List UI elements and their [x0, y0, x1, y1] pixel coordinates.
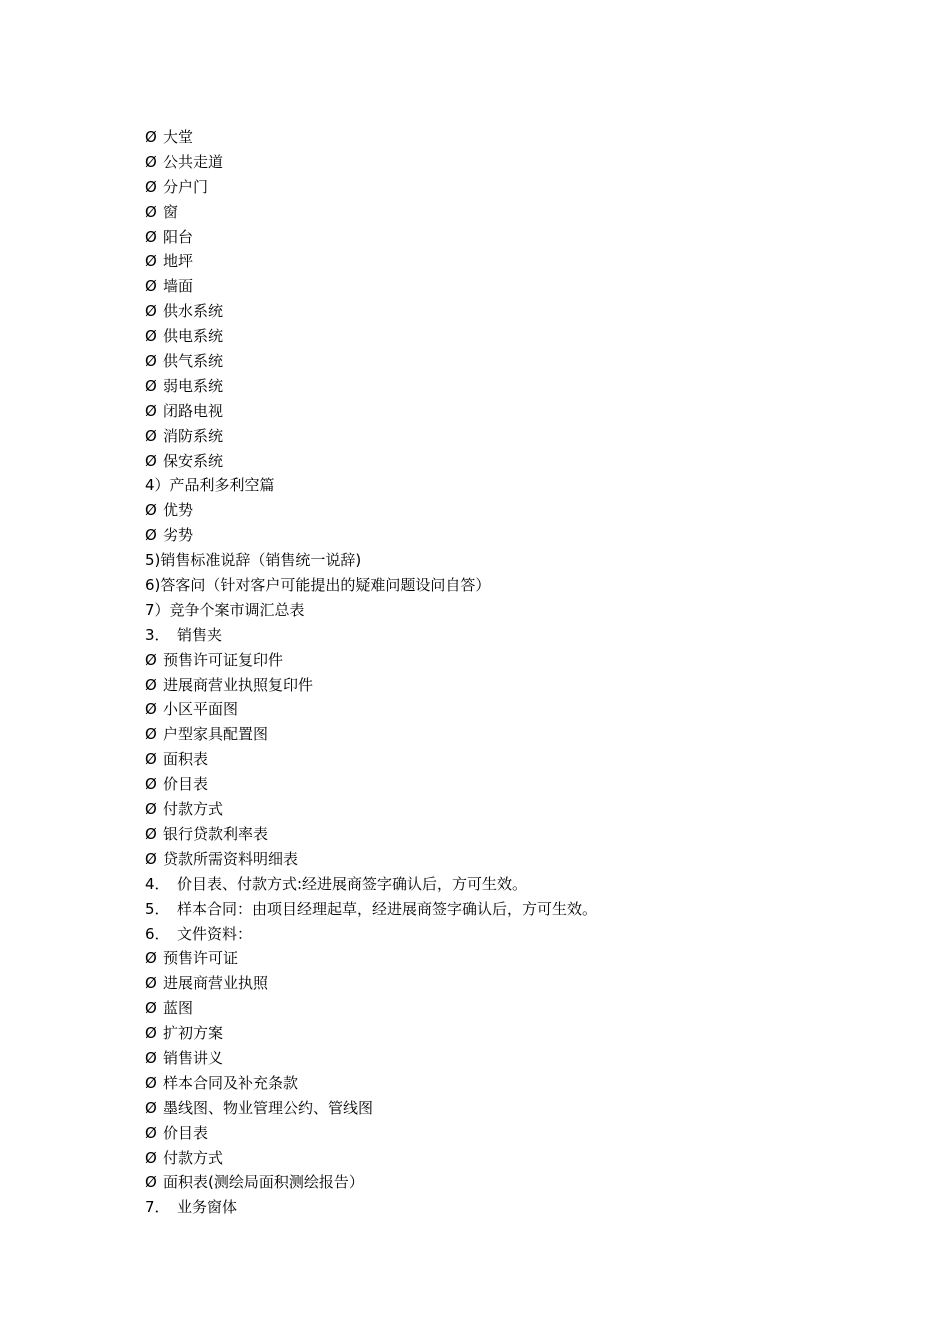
- bullet-symbol: Ø: [145, 501, 157, 520]
- bullet-item: [145, 1071, 905, 1096]
- bullet-symbol: Ø: [145, 1048, 157, 1067]
- line-text: 蓝图: [163, 999, 194, 1018]
- line-text: 7）竞争个案市调汇总表: [145, 600, 305, 619]
- item-number: 5．: [145, 899, 170, 918]
- bullet-item: [145, 797, 905, 822]
- line-text: 分户门: [163, 177, 209, 196]
- bullet-item: [145, 200, 905, 225]
- line-text: 4）产品利多利空篇: [145, 476, 275, 495]
- bullet-symbol: Ø: [145, 775, 157, 794]
- item-number: 4．: [145, 874, 170, 893]
- line-text: 银行贷款利率表: [163, 824, 269, 843]
- item-number: 3．: [145, 625, 170, 644]
- line-text: 闭路电视: [163, 401, 224, 420]
- bullet-item: [145, 1096, 905, 1121]
- item-number: 6．: [145, 924, 170, 943]
- line-text: 付款方式: [163, 1148, 224, 1167]
- bullet-item: [145, 673, 905, 698]
- line-text: 样本合同及补充条款: [163, 1073, 299, 1092]
- line-text: 弱电系统: [163, 376, 224, 395]
- bullet-symbol: Ø: [145, 376, 157, 395]
- bullet-symbol: Ø: [145, 849, 157, 868]
- bullet-item: [145, 1170, 905, 1195]
- bullet-symbol: Ø: [145, 1123, 157, 1142]
- bullet-item: [145, 125, 905, 150]
- bullet-item: [145, 449, 905, 474]
- line-text: 付款方式: [163, 800, 224, 819]
- line-text: 5)销售标准说辞（销售统一说辞): [145, 551, 362, 570]
- bullet-item: [145, 274, 905, 299]
- line-text: 预售许可证复印件: [163, 650, 284, 669]
- numbered-heading: [145, 872, 905, 897]
- bullet-item: [145, 349, 905, 374]
- bullet-item: [145, 648, 905, 673]
- bullet-symbol: Ø: [145, 177, 157, 196]
- bullet-item: [145, 150, 905, 175]
- line-text: 公共走道: [163, 152, 224, 171]
- line-text: 贷款所需资料明细表: [163, 849, 299, 868]
- line-text: 面积表(测绘局面积测绘报告）: [163, 1173, 364, 1192]
- line-text: 大堂: [163, 128, 194, 146]
- line-text: 供电系统: [163, 327, 224, 346]
- bullet-item: [145, 772, 905, 797]
- bullet-item: [145, 498, 905, 523]
- line-text: 窗: [163, 202, 179, 221]
- bullet-item: [145, 1146, 905, 1171]
- bullet-item: [145, 424, 905, 449]
- bullet-symbol: Ø: [145, 1073, 157, 1092]
- bullet-symbol: Ø: [145, 750, 157, 769]
- numbered-heading: [145, 897, 905, 922]
- bullet-item: [145, 249, 905, 274]
- bullet-symbol: Ø: [145, 227, 157, 246]
- bullet-symbol: Ø: [145, 675, 157, 694]
- bullet-symbol: Ø: [145, 700, 157, 719]
- line-text: 户型家具配置图: [163, 725, 269, 744]
- bullet-item: [145, 399, 905, 424]
- line-text: 扩初方案: [163, 1024, 224, 1043]
- bullet-item: [145, 225, 905, 250]
- line-text: 优势: [163, 501, 194, 520]
- bullet-symbol: Ø: [145, 526, 157, 545]
- line-text: 价目表: [163, 1123, 209, 1142]
- line-text: 供气系统: [163, 352, 224, 371]
- bullet-item: [145, 971, 905, 996]
- bullet-item: [145, 1121, 905, 1146]
- bullet-item: [145, 722, 905, 747]
- item-number: 7．: [145, 1198, 170, 1217]
- line-text: 价目表、付款方式:经进展商签字确认后，方可生效。: [177, 874, 528, 893]
- line-text: 消防系统: [163, 426, 224, 445]
- bullet-symbol: Ø: [145, 128, 157, 146]
- line-text: 地坪: [163, 252, 194, 271]
- bullet-item: [145, 374, 905, 399]
- bullet-symbol: Ø: [145, 302, 157, 321]
- bullet-symbol: Ø: [145, 650, 157, 669]
- bullet-item: [145, 747, 905, 772]
- line-text: 保安系统: [163, 451, 224, 470]
- line-text: 墨线图、物业管理公约、管线图: [163, 1098, 374, 1117]
- bullet-symbol: Ø: [145, 451, 157, 470]
- section-heading: [145, 548, 905, 573]
- bullet-symbol: Ø: [145, 352, 157, 371]
- line-text: 面积表: [163, 750, 209, 769]
- line-text: 劣势: [163, 526, 194, 545]
- bullet-symbol: Ø: [145, 1173, 157, 1192]
- bullet-symbol: Ø: [145, 949, 157, 968]
- line-text: 进展商营业执照复印件: [163, 675, 314, 694]
- bullet-symbol: Ø: [145, 327, 157, 346]
- line-text: 小区平面图: [163, 700, 239, 719]
- line-text: 业务窗体: [177, 1198, 238, 1217]
- bullet-symbol: Ø: [145, 1098, 157, 1117]
- bullet-item: [145, 1046, 905, 1071]
- line-text: 预售许可证: [163, 949, 239, 968]
- numbered-heading: [145, 922, 905, 947]
- bullet-item: [145, 697, 905, 722]
- line-text: 阳台: [163, 227, 194, 246]
- section-heading: [145, 598, 905, 623]
- bullet-symbol: Ø: [145, 974, 157, 993]
- bullet-symbol: Ø: [145, 800, 157, 819]
- section-heading: [145, 473, 905, 498]
- bullet-item: [145, 175, 905, 200]
- bullet-item: [145, 847, 905, 872]
- bullet-symbol: Ø: [145, 152, 157, 171]
- document-body: [145, 125, 905, 1220]
- bullet-item: [145, 523, 905, 548]
- bullet-symbol: Ø: [145, 426, 157, 445]
- bullet-symbol: Ø: [145, 999, 157, 1018]
- line-text: 样本合同：由项目经理起草，经进展商签字确认后，方可生效。: [177, 899, 598, 918]
- bullet-symbol: Ø: [145, 1148, 157, 1167]
- bullet-item: [145, 299, 905, 324]
- numbered-heading: [145, 623, 905, 648]
- section-heading: [145, 573, 905, 598]
- bullet-symbol: Ø: [145, 277, 157, 296]
- bullet-item: [145, 996, 905, 1021]
- bullet-symbol: Ø: [145, 1024, 157, 1043]
- line-text: 销售讲义: [163, 1048, 224, 1067]
- line-text: 6)答客问（针对客户可能提出的疑难问题设问自答）: [145, 576, 491, 595]
- bullet-symbol: Ø: [145, 401, 157, 420]
- line-text: 进展商营业执照: [163, 974, 269, 993]
- bullet-symbol: Ø: [145, 824, 157, 843]
- bullet-item: [145, 324, 905, 349]
- line-text: 墙面: [163, 277, 194, 296]
- line-text: 销售夹: [177, 625, 223, 644]
- bullet-item: [145, 1021, 905, 1046]
- line-text: 文件资料：: [177, 924, 253, 943]
- numbered-heading: [145, 1195, 905, 1220]
- bullet-item: [145, 822, 905, 847]
- line-text: 价目表: [163, 775, 209, 794]
- bullet-symbol: Ø: [145, 725, 157, 744]
- bullet-symbol: Ø: [145, 202, 157, 221]
- bullet-symbol: Ø: [145, 252, 157, 271]
- bullet-item: [145, 946, 905, 971]
- line-text: 供水系统: [163, 302, 224, 321]
